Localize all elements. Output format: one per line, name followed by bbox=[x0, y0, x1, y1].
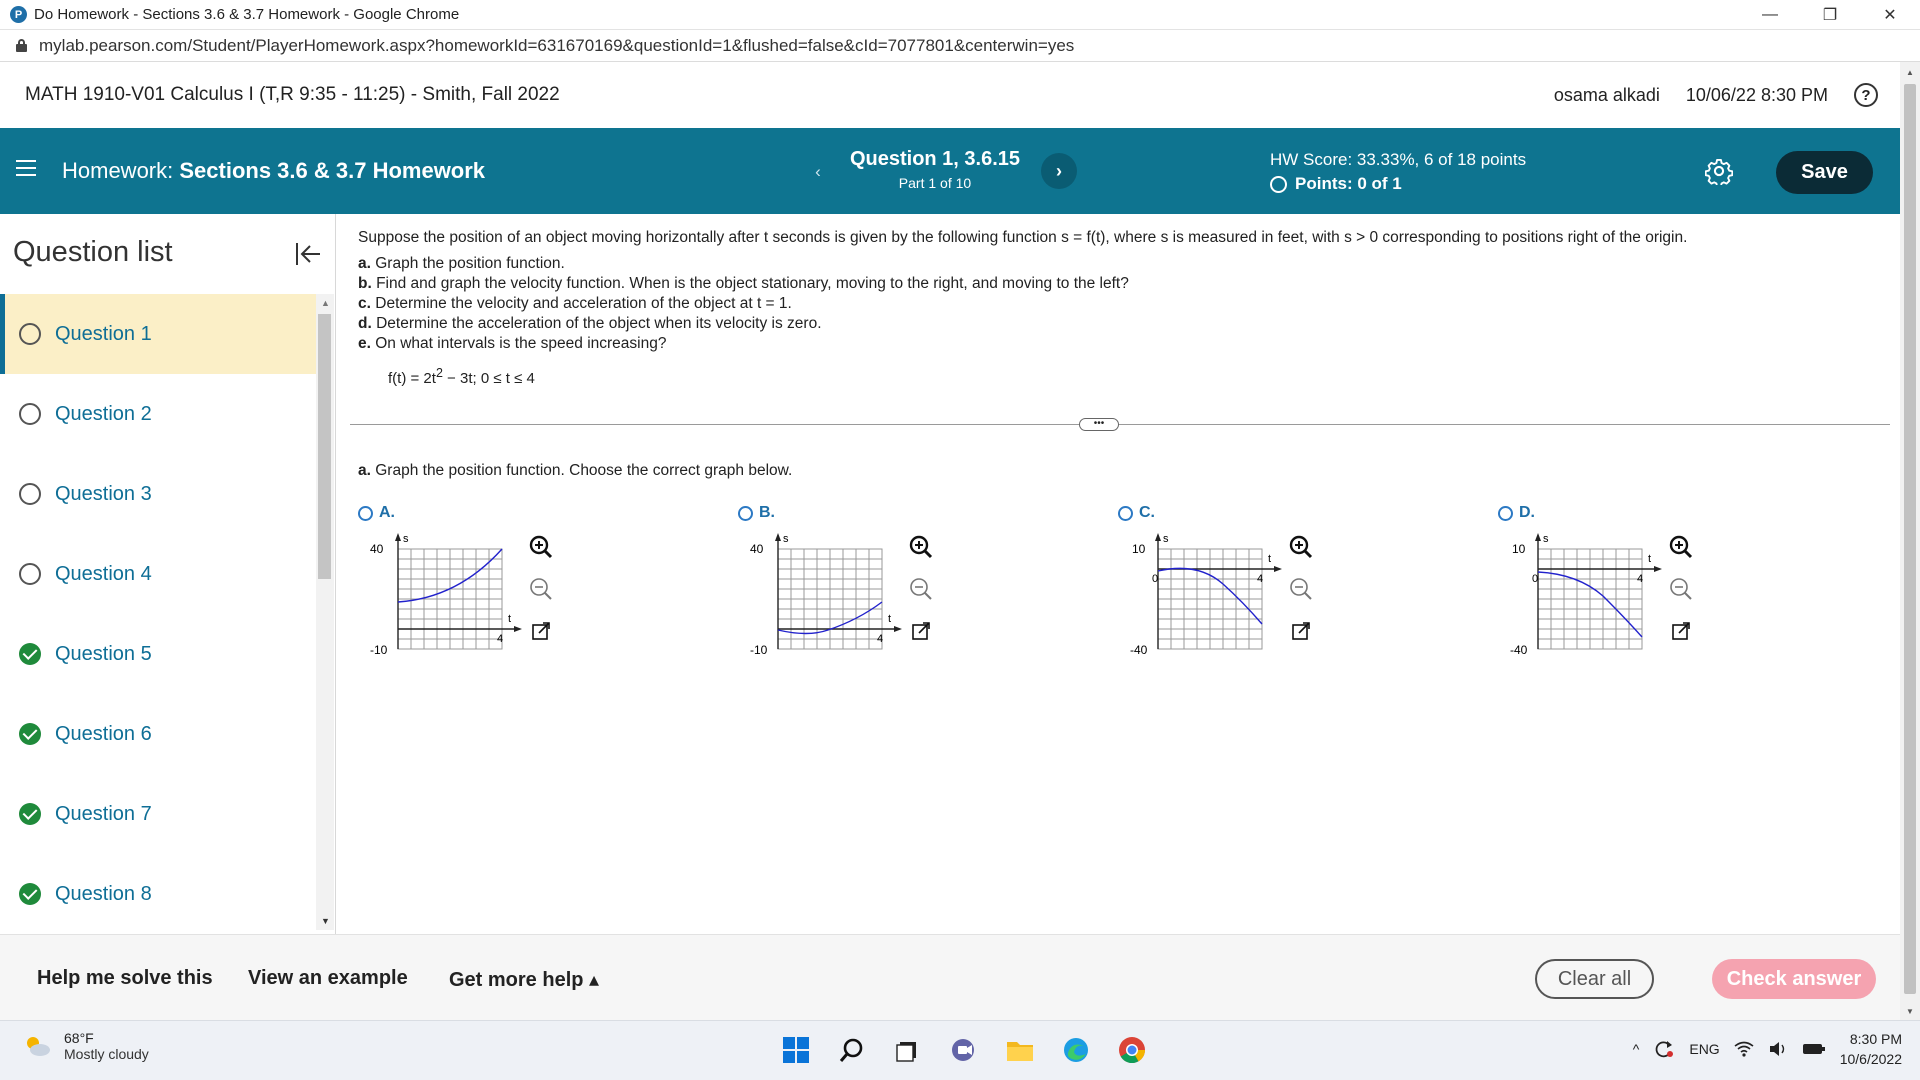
y-min-label: -40 bbox=[1510, 643, 1528, 657]
graph-b bbox=[748, 524, 908, 674]
graph-d bbox=[1508, 524, 1668, 674]
language-indicator[interactable]: ENG bbox=[1689, 1041, 1720, 1057]
x-max-label: 4 bbox=[877, 633, 884, 645]
windows-taskbar bbox=[0, 1020, 1920, 1080]
partly-cloudy-icon bbox=[22, 1033, 52, 1059]
graph-a bbox=[368, 524, 528, 674]
x-max-label: 4 bbox=[1637, 573, 1644, 585]
edge-browser-icon[interactable] bbox=[1058, 1031, 1094, 1069]
part-indicator: Part 1 of 10 bbox=[898, 175, 972, 191]
homework-label: Homework: bbox=[62, 158, 174, 183]
minimize-icon[interactable]: — bbox=[1762, 6, 1778, 23]
x-max-label: 4 bbox=[1257, 573, 1264, 585]
option-label: A. bbox=[379, 504, 395, 521]
part-tag: a. bbox=[358, 255, 371, 272]
file-explorer-icon[interactable] bbox=[1002, 1031, 1038, 1069]
zoom-in-icon[interactable] bbox=[526, 532, 556, 562]
graph-c bbox=[1128, 524, 1288, 674]
completed-check-icon bbox=[19, 803, 41, 825]
y-min-label: -10 bbox=[750, 643, 768, 657]
clear-all-button[interactable]: Clear all bbox=[1535, 959, 1654, 999]
restore-icon[interactable]: ❐ bbox=[1822, 7, 1838, 24]
next-question-button[interactable]: › bbox=[1041, 153, 1077, 189]
weather-condition: Mostly cloudy bbox=[64, 1046, 149, 1062]
part-d bbox=[358, 314, 1129, 334]
volume-icon[interactable] bbox=[1768, 1041, 1788, 1057]
task-view-icon[interactable] bbox=[890, 1031, 926, 1069]
zoom-in-icon[interactable] bbox=[1666, 532, 1696, 562]
part-text: Graph the position function. bbox=[375, 255, 565, 272]
question-list-item-4[interactable] bbox=[0, 534, 316, 614]
question-list-label: Question 3 bbox=[55, 482, 152, 505]
option-radio[interactable] bbox=[1498, 506, 1513, 521]
scroll-down-arrow-icon[interactable]: ▼ bbox=[321, 916, 330, 926]
previous-question-button[interactable]: ‹ bbox=[815, 162, 821, 181]
wifi-icon[interactable] bbox=[1734, 1041, 1754, 1057]
part-tag: d. bbox=[358, 315, 372, 332]
question-list-item-8[interactable] bbox=[0, 854, 316, 934]
part-tag: c. bbox=[358, 295, 371, 312]
question-indicator bbox=[840, 148, 1030, 191]
y-label: s bbox=[1163, 533, 1169, 545]
option-radio[interactable] bbox=[738, 506, 753, 521]
check-answer-button[interactable]: Check answer bbox=[1712, 959, 1876, 999]
search-icon[interactable] bbox=[834, 1031, 870, 1069]
x-label: t bbox=[508, 613, 512, 625]
page-scroll-thumb[interactable] bbox=[1904, 84, 1916, 994]
y-min-label: -40 bbox=[1130, 643, 1148, 657]
points-status-icon bbox=[1270, 176, 1287, 193]
function-exponent: 2 bbox=[435, 366, 443, 380]
help-icon[interactable]: ? bbox=[1854, 83, 1878, 107]
windows-start-icon[interactable] bbox=[778, 1031, 814, 1069]
part-tag: e. bbox=[358, 335, 371, 352]
question-list-label: Question 2 bbox=[55, 402, 152, 425]
function-rhs: − 3t; 0 ≤ t ≤ 4 bbox=[442, 370, 535, 387]
sync-icon[interactable] bbox=[1653, 1039, 1675, 1059]
battery-icon[interactable] bbox=[1802, 1041, 1826, 1057]
y-label: s bbox=[783, 533, 789, 545]
part-a bbox=[358, 254, 1129, 274]
y-max-label: 10 bbox=[1132, 542, 1146, 556]
expand-dots-icon[interactable]: ••• bbox=[1079, 418, 1119, 431]
y-label: s bbox=[1543, 533, 1549, 545]
y-label: s bbox=[403, 533, 409, 545]
option-label: B. bbox=[759, 504, 775, 521]
question-list-item-7[interactable] bbox=[0, 774, 316, 854]
chrome-browser-icon[interactable] bbox=[1114, 1031, 1150, 1069]
url-text[interactable]: mylab.pearson.com/Student/PlayerHomework.aspx?homeworkId=631670169&questionId=1&flushed=false&cId=7077801&centerwin=yes bbox=[39, 35, 1075, 55]
x-axis-arrow-icon bbox=[1274, 566, 1282, 572]
completed-check-icon bbox=[19, 883, 41, 905]
question-prompt bbox=[358, 462, 792, 480]
origin-label: 0 bbox=[1532, 573, 1539, 585]
clock-time: 8:30 PM bbox=[1849, 1031, 1902, 1047]
lock-icon[interactable] bbox=[16, 39, 27, 52]
action-bar bbox=[0, 934, 1900, 1020]
x-label: t bbox=[888, 613, 892, 625]
option-c[interactable] bbox=[1118, 504, 1318, 674]
option-radio[interactable] bbox=[358, 506, 373, 521]
problem-parts bbox=[358, 254, 1129, 354]
part-b bbox=[358, 274, 1129, 294]
position-function bbox=[388, 366, 535, 387]
y-axis-arrow-icon bbox=[1535, 533, 1541, 541]
get-more-help-link[interactable]: Get more help ▴ bbox=[449, 969, 600, 991]
x-max-label: 4 bbox=[497, 633, 504, 645]
problem-statement: Suppose the position of an object moving horizontally after t seconds is given by the following function s = f(t), where s is measured in feet, with s > 0 corresponding to positions right of the origin. bbox=[358, 229, 1688, 246]
zoom-out-icon[interactable] bbox=[906, 574, 936, 604]
open-new-window-icon[interactable] bbox=[526, 616, 556, 646]
part-e bbox=[358, 334, 1129, 354]
completed-check-icon bbox=[19, 643, 41, 665]
question-list-label: Question 4 bbox=[55, 562, 152, 585]
page-scrollbar[interactable] bbox=[1900, 62, 1920, 1020]
part-c bbox=[358, 294, 1129, 314]
question-list-item-5[interactable] bbox=[0, 614, 316, 694]
pearson-favicon-icon: P bbox=[10, 6, 27, 23]
zoom-in-icon[interactable] bbox=[906, 532, 936, 562]
question-list-label: Question 6 bbox=[55, 722, 152, 745]
y-axis-arrow-icon bbox=[395, 533, 401, 541]
question-list-label: Question 1 bbox=[55, 322, 152, 345]
scroll-up-arrow-icon[interactable]: ▲ bbox=[1906, 68, 1914, 77]
zoom-in-icon[interactable] bbox=[1286, 532, 1316, 562]
function-lhs: f(t) = 2t bbox=[388, 370, 436, 387]
settings-gear-icon[interactable] bbox=[1705, 157, 1733, 185]
system-tray bbox=[1633, 1029, 1902, 1069]
homework-bar bbox=[0, 128, 1900, 214]
tray-overflow-arrow-icon[interactable]: ^ bbox=[1632, 1041, 1640, 1057]
part-text: Determine the acceleration of the object when its velocity is zero. bbox=[376, 315, 822, 332]
y-max-label: 40 bbox=[750, 542, 764, 556]
option-d[interactable] bbox=[1498, 504, 1698, 674]
open-new-window-icon[interactable] bbox=[1666, 616, 1696, 646]
browser-titlebar bbox=[0, 0, 1920, 30]
points-value: Points: 0 of 1 bbox=[1295, 174, 1402, 193]
question-list-item-6[interactable] bbox=[0, 694, 316, 774]
y-axis-arrow-icon bbox=[775, 533, 781, 541]
x-axis-arrow-icon bbox=[894, 626, 902, 632]
teams-chat-icon[interactable] bbox=[946, 1031, 982, 1069]
question-number: Question 1, 3.6.15 bbox=[849, 148, 1021, 170]
option-label: D. bbox=[1519, 504, 1535, 521]
zoom-out-icon[interactable] bbox=[526, 574, 556, 604]
menu-icon[interactable] bbox=[16, 160, 36, 178]
question-list-item-1[interactable] bbox=[0, 294, 316, 374]
course-title: MATH 1910-V01 Calculus I (T,R 9:35 - 11:25) - Smith, Fall 2022 bbox=[25, 84, 560, 105]
option-label: C. bbox=[1139, 504, 1155, 521]
address-bar[interactable] bbox=[0, 30, 1920, 62]
user-name[interactable]: osama alkadi bbox=[1553, 84, 1660, 105]
question-list-title: Question list bbox=[13, 236, 173, 268]
scroll-down-arrow-icon[interactable]: ▼ bbox=[1906, 1007, 1914, 1016]
x-label: t bbox=[1268, 553, 1272, 565]
part-tag: b. bbox=[358, 275, 372, 292]
question-list-label: Question 7 bbox=[55, 802, 152, 825]
prompt-text: Graph the position function. Choose the correct graph below. bbox=[375, 462, 793, 479]
homework-title bbox=[62, 158, 485, 184]
zoom-out-icon[interactable] bbox=[1286, 574, 1316, 604]
scroll-up-arrow-icon[interactable]: ▲ bbox=[321, 298, 330, 308]
question-content bbox=[338, 214, 1900, 934]
question-list-label: Question 8 bbox=[55, 882, 152, 905]
open-new-window-icon[interactable] bbox=[906, 616, 936, 646]
grid bbox=[1158, 549, 1262, 649]
view-example-link[interactable]: View an example bbox=[248, 967, 408, 989]
collapse-sidebar-icon[interactable] bbox=[293, 240, 323, 268]
question-list-item-3[interactable] bbox=[0, 454, 316, 534]
completed-check-icon bbox=[19, 723, 41, 745]
part-text: Determine the velocity and acceleration of the object at t = 1. bbox=[375, 295, 792, 312]
help-me-solve-link[interactable]: Help me solve this bbox=[37, 967, 213, 989]
sidebar-scroll-thumb[interactable] bbox=[318, 314, 331, 579]
hw-score: HW Score: 33.33%, 6 of 18 points bbox=[1270, 150, 1527, 169]
prompt-tag: a. bbox=[358, 462, 371, 479]
part-text: Find and graph the velocity function. When is the object stationary, moving to the right, and moving to the left? bbox=[376, 275, 1129, 292]
part-text: On what intervals is the speed increasing? bbox=[375, 335, 667, 352]
current-datetime: 10/06/22 8:30 PM bbox=[1685, 84, 1828, 105]
close-icon[interactable]: ✕ bbox=[1883, 7, 1897, 24]
zoom-out-icon[interactable] bbox=[1666, 574, 1696, 604]
unanswered-circle-icon bbox=[19, 483, 41, 505]
unanswered-circle-icon bbox=[19, 403, 41, 425]
option-radio[interactable] bbox=[1118, 506, 1133, 521]
option-b[interactable] bbox=[738, 504, 938, 674]
sidebar-scrollbar[interactable] bbox=[316, 294, 334, 930]
y-max-label: 40 bbox=[370, 542, 384, 556]
y-min-label: -10 bbox=[370, 643, 388, 657]
unanswered-circle-icon bbox=[19, 323, 41, 345]
x-axis-arrow-icon bbox=[1654, 566, 1662, 572]
window-title: Do Homework - Sections 3.6 & 3.7 Homework - Google Chrome bbox=[34, 6, 460, 23]
y-axis-arrow-icon bbox=[1155, 533, 1161, 541]
origin-label: 0 bbox=[1152, 573, 1159, 585]
score-panel bbox=[1270, 150, 1526, 194]
question-list-sidebar bbox=[0, 214, 336, 934]
save-button[interactable]: Save bbox=[1776, 151, 1873, 194]
open-new-window-icon[interactable] bbox=[1286, 616, 1316, 646]
question-list bbox=[0, 294, 316, 934]
y-max-label: 10 bbox=[1512, 542, 1526, 556]
question-list-label: Question 5 bbox=[55, 642, 152, 665]
x-label: t bbox=[1648, 553, 1652, 565]
unanswered-circle-icon bbox=[19, 563, 41, 585]
weather-widget[interactable] bbox=[22, 1030, 149, 1062]
section-divider bbox=[350, 424, 1890, 425]
course-header bbox=[0, 62, 1900, 128]
homework-name: Sections 3.6 & 3.7 Homework bbox=[179, 158, 486, 183]
temperature: 68°F bbox=[64, 1030, 94, 1046]
option-a[interactable] bbox=[358, 504, 558, 674]
question-list-item-2[interactable] bbox=[0, 374, 316, 454]
grid bbox=[1538, 549, 1642, 649]
clock-date: 10/6/2022 bbox=[1839, 1051, 1902, 1067]
clock[interactable] bbox=[1840, 1029, 1902, 1069]
grid bbox=[778, 549, 882, 649]
x-axis-arrow-icon bbox=[514, 626, 522, 632]
